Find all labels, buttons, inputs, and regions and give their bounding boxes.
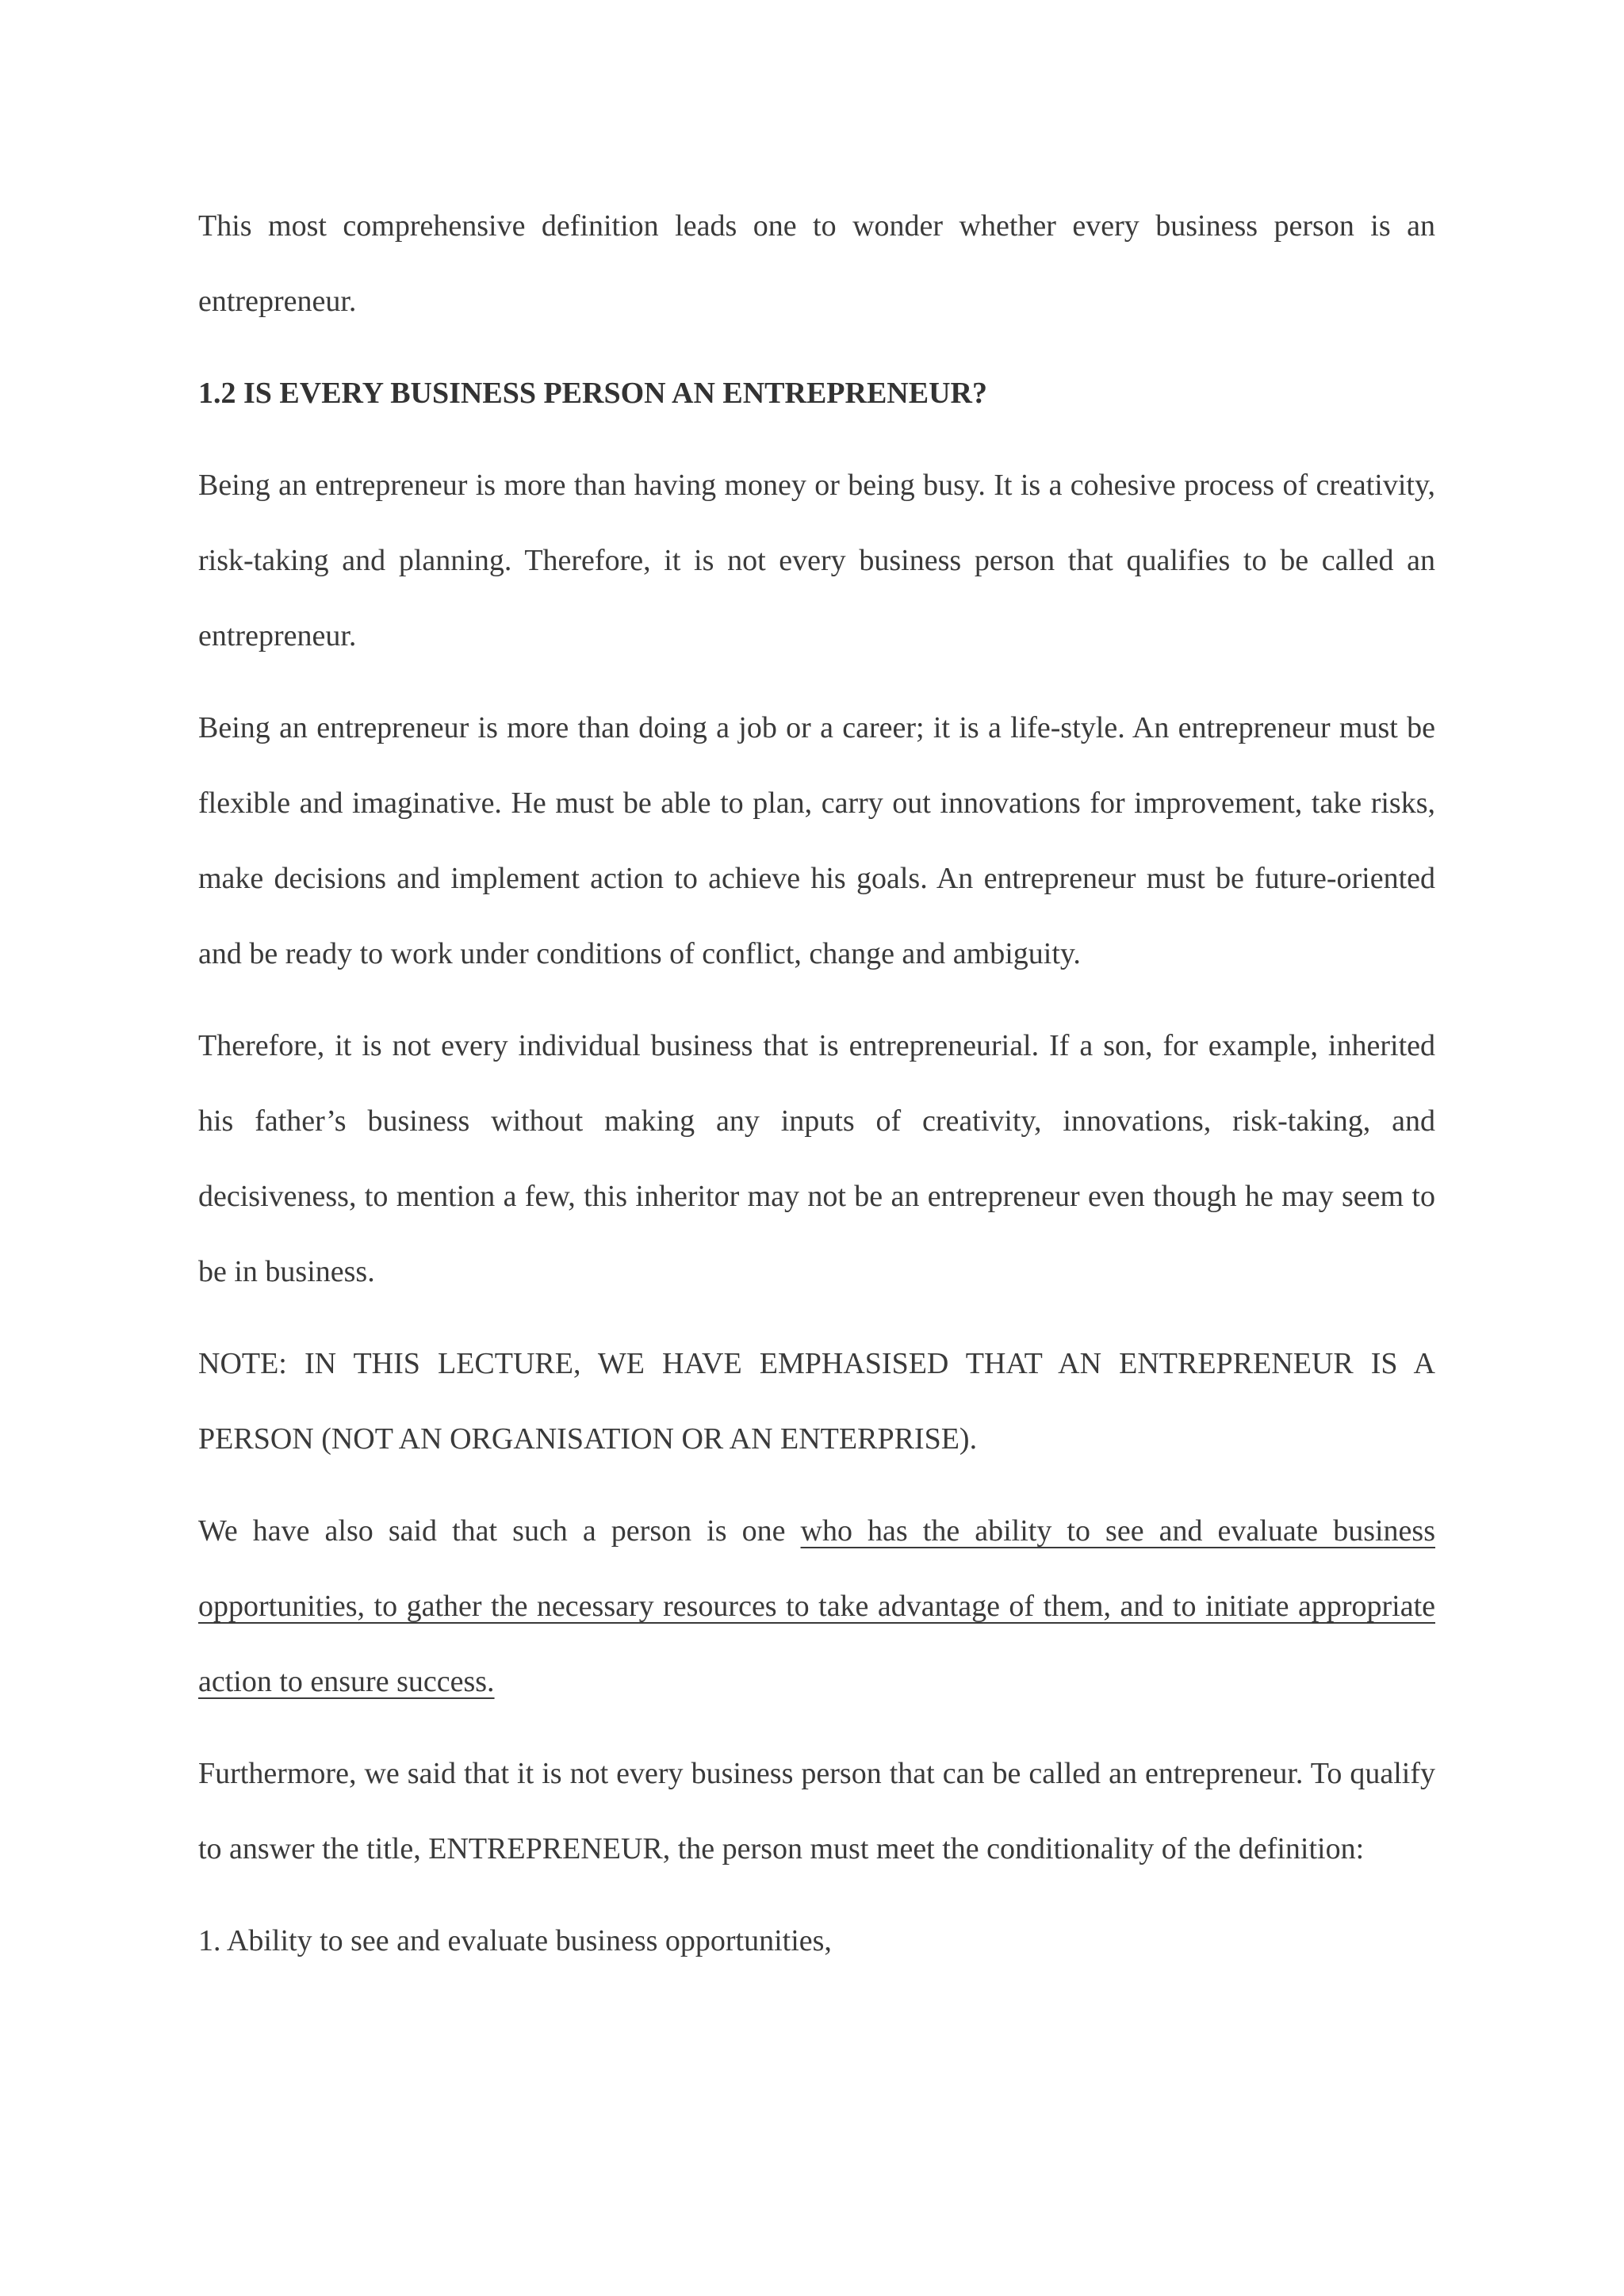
document-page bbox=[198, 189, 1435, 1996]
list-item-1: 1. Ability to see and evaluate business opportunities, bbox=[198, 1924, 832, 1957]
intro-paragraph: This most comprehensive definition leads one to wonder whether every business person is an entrepreneur. bbox=[198, 209, 1435, 318]
paragraph-2: Being an entrepreneur is more than doing a job or a career; it is a life-style. An entrepreneur must be flexible and imaginative. He must be able to plan, carry out innovations for improvement, take risks, make decisions and implement action to achieve his goals. An entrepreneur must be future-oriented and be ready to work under conditions of conflict, change and ambiguity. bbox=[198, 711, 1435, 970]
paragraph-1: Being an entrepreneur is more than having money or being busy. It is a cohesive process of creativity, risk-taking and planning. Therefore, it is not every business person that qualifies to be called an entrepreneur. bbox=[198, 469, 1435, 652]
paragraph-3: Therefore, it is not every individual business that is entrepreneurial. If a son, for example, inherited his father’s business without making any inputs of creativity, innovations, risk-taking, and decisiveness, to mention a few, this inheritor may not be an entrepreneur even though he may seem to be in business. bbox=[198, 1029, 1435, 1288]
paragraph-4-lead: We have also said that such a person is one bbox=[198, 1514, 801, 1548]
paragraph-4-underlined: who has the ability to see and evaluate business opportunities, to gather the necessary resources to take advantage of them, and to initiate appropriate action to ensure success. bbox=[198, 1514, 1435, 1698]
paragraph-4 bbox=[198, 1494, 1435, 1720]
paragraph-5: Furthermore, we said that it is not every business person that can be called an entrepreneur. To qualify to answer the title, ENTREPRENEUR, the person must meet the conditionality of the definition: bbox=[198, 1757, 1435, 1866]
note-paragraph: NOTE: IN THIS LECTURE, WE HAVE EMPHASISED THAT AN ENTREPRENEUR IS A PERSON (NOT AN ORGANISATION OR AN ENTERPRISE). bbox=[198, 1347, 1435, 1456]
section-heading: 1.2 IS EVERY BUSINESS PERSON AN ENTREPRENEUR? bbox=[198, 377, 987, 410]
